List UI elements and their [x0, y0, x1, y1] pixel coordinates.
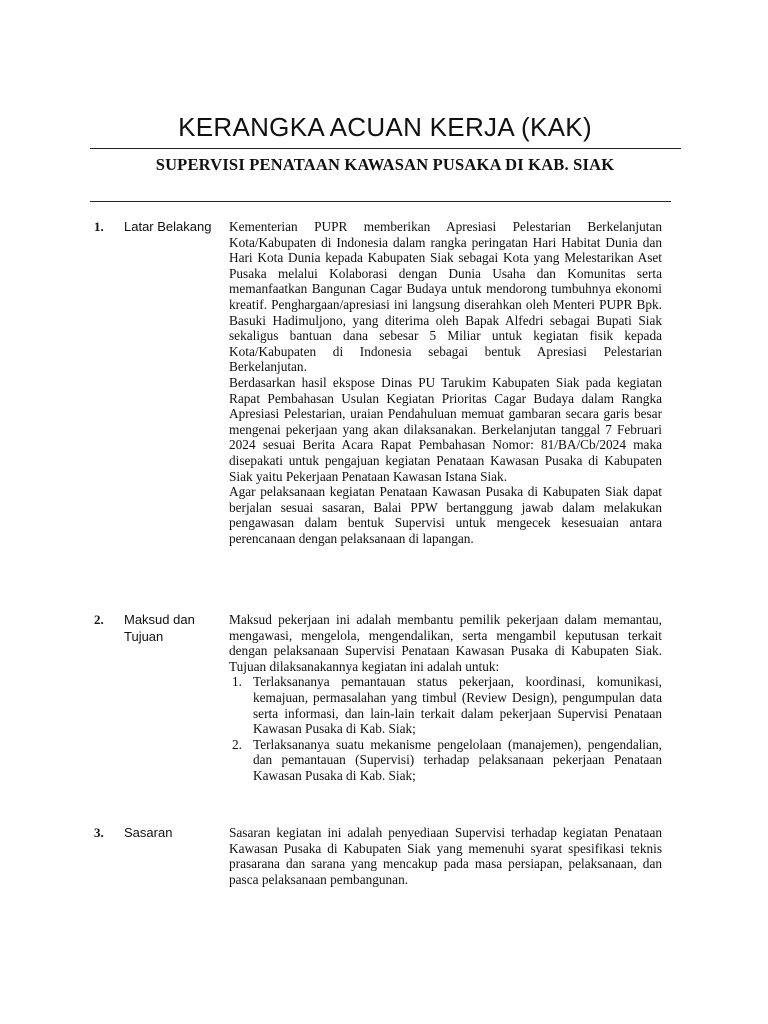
- paragraph: Sasaran kegiatan ini adalah penyediaan Supervisi terhadap kegiatan Penataan Kawasan Pusaka di Kabupaten Siak yang memenuhi syarat spesifikasi teknis prasarana dan sarana yang mencakup pada masa persiapan, pelaksanaan, dan pasca pelaksanaan pembangunan.: [229, 825, 662, 887]
- list-item: [229, 674, 662, 736]
- section-number: 1.: [94, 219, 104, 234]
- list-marker: 2.: [232, 736, 242, 752]
- section-heading: Maksud dan Tujuan: [124, 612, 195, 644]
- list-marker: 1.: [232, 674, 242, 690]
- section-heading: Latar Belakang: [124, 219, 212, 234]
- paragraph: Berdasarkan hasil ekspose Dinas PU Tarukim Kabupaten Siak pada kegiatan Rapat Pembahasan Usulan Kegiatan Prioritas Cagar Budaya dalam Rangka Apresiasi Pelestarian, uraian Pendahuluan memuat gambaran secara garis besar mengenai pekerjaan yang akan dilaksanakan. Berkelanjutan tanggal 7 Februari 2024 sesuai Berita Acara Rapat Pembahasan Nomor: 81/BA/Cb/2024 maka disepakati untuk pengajuan kegiatan Penataan Kawasan Pusaka di Kabupaten Siak yaitu Pekerjaan Penataan Kawasan Istana Siak.: [229, 374, 662, 484]
- list-item-text: Terlaksananya pemantauan status pekerjaan, koordinasi, komunikasi, kemajuan, permasalahan yang timbul (Review Design), pengumpulan data serta informasi, dan lain-lain terkait dalam pekerjaan Supervisi Penataan Kawasan Pusaka di Kab. Siak;: [253, 674, 662, 737]
- section-body: [229, 612, 662, 784]
- section-number: 3.: [94, 825, 104, 840]
- list-item-text: Terlaksananya suatu mekanisme pengelolaan (manajemen), pengendalian, dan pemantauan (Supervisi) terhadap pelaksanaan pekerjaan Penataan Kawasan Pusaka di Kab. Siak;: [253, 736, 662, 783]
- document-subtitle: SUPERVISI PENATAAN KAWASAN PUSAKA DI KAB. SIAK: [155, 155, 615, 174]
- document-title: KERANGKA ACUAN KERJA (KAK): [178, 112, 592, 142]
- paragraph: Maksud pekerjaan ini adalah membantu pemilik pekerjaan dalam memantau, mengawasi, mengelola, mengendalikan, serta mengambil keputusan terkait dengan pelaksanaan Supervisi Penataan Kawasan Pusaka di Kabupaten Siak. Tujuan dilaksanakannya kegiatan ini adalah untuk:: [229, 612, 662, 674]
- paragraph: Kementerian PUPR memberikan Apresiasi Pelestarian Berkelanjutan Kota/Kabupaten di Indonesia dalam rangka peringatan Hari Habitat Dunia dan Hari Kota Dunia kepada Kabupaten Siak sebagai Kota yang Melestarikan Aset Pusaka melalui Kolaborasi dengan Dunia Usaha dan Komunitas serta memanfaatkan Bangunan Cagar Budaya untuk mendorong tumbuhnya ekonomi kreatif. Penghargaan/apresiasi ini langsung diserahkan oleh Menteri PUPR Bpk. Basuki Hadimuljono, yang diterima oleh Bapak Alfedri sebagai Bupati Siak sekaligus bantuan dana sebesar 5 Miliar untuk kegiatan fisik kepada Kota/Kabupaten di Indonesia sebagai bentuk Apresiasi Pelestarian Berkelanjutan.: [229, 219, 662, 375]
- subtitle-divider: [90, 201, 671, 202]
- section-number: 2.: [94, 612, 104, 627]
- section-body: [229, 825, 662, 887]
- list-item: [229, 737, 662, 784]
- title-divider: [90, 148, 681, 149]
- paragraph: Agar pelaksanaan kegiatan Penataan Kawasan Pusaka di Kabupaten Siak dapat berjalan sesuai sasaran, Balai PPW bertanggung jawab dalam melakukan pengawasan dalam bentuk Supervisi untuk mengecek kesesuaian antara perencanaan dengan pelaksanaan di lapangan.: [229, 484, 662, 546]
- objective-list: [229, 674, 662, 783]
- section-heading: Sasaran: [124, 825, 173, 840]
- section-body: [229, 219, 662, 546]
